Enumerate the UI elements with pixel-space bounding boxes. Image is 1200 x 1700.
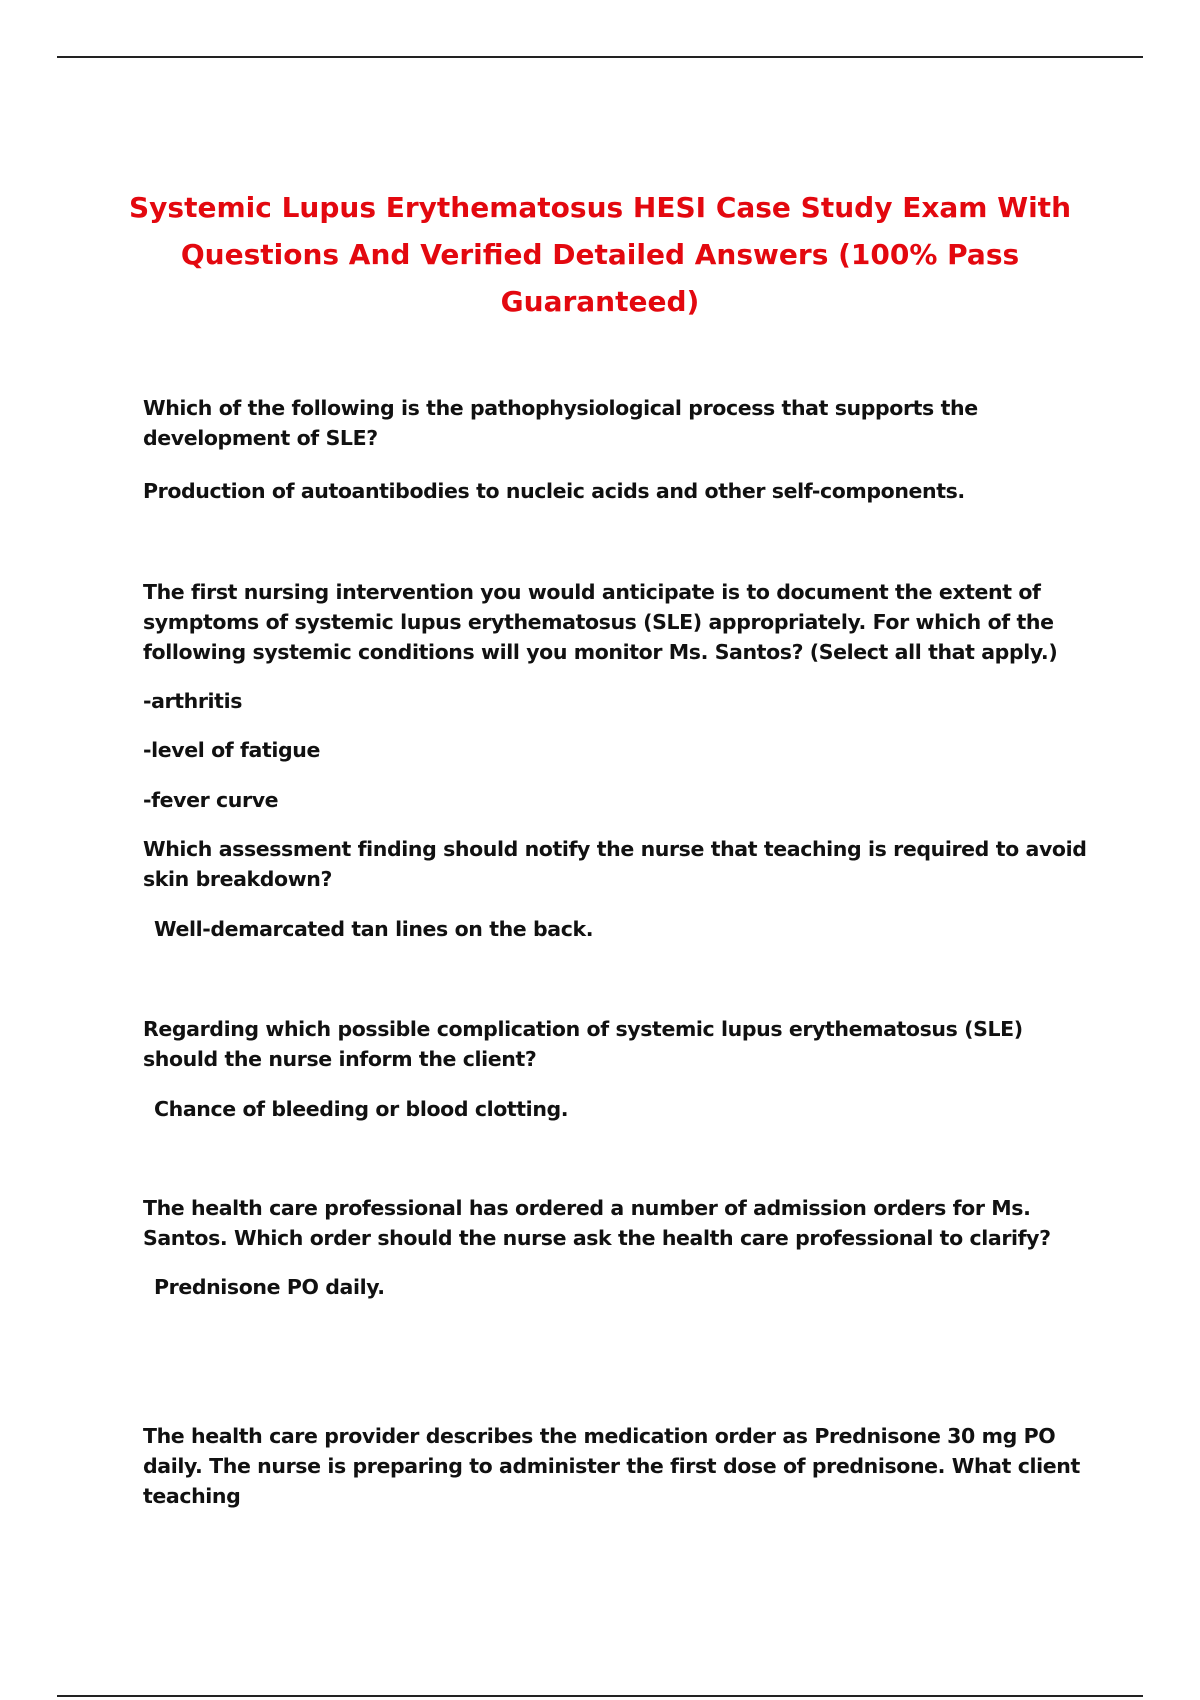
answer-5: Prednisone PO daily. <box>154 1275 385 1299</box>
answer-3: Well-demarcated tan lines on the back. <box>154 917 594 941</box>
bottom-rule <box>57 1695 1143 1697</box>
question-6: The health care provider describes the medication order as Prednisone 30 mg PO daily. The nurse is preparing to administer the first dose of prednisone. What client teaching <box>143 1424 1080 1508</box>
question-4: Regarding which possible complication of systemic lupus erythematosus (SLE) should the nurse inform the client? <box>143 1017 1023 1071</box>
answer-4: Chance of bleeding or blood clotting. <box>154 1097 569 1121</box>
question-5: The health care professional has ordered a number of admission orders for Ms. Santos. Which order should the nurse ask the health care professional to clarify? <box>143 1196 1051 1250</box>
question-2: The first nursing intervention you would anticipate is to document the extent of symptoms of systemic lupus erythematosus (SLE) appropriately. For which of the following systemic conditions will you monitor Ms. Santos? (Select all that apply.) <box>143 580 1058 664</box>
answer-2-option-1: -arthritis <box>143 689 243 713</box>
answer-2-option-2: -level of fatigue <box>143 738 320 762</box>
top-rule <box>57 56 1143 58</box>
question-1: Which of the following is the pathophysiological process that supports the development of SLE? <box>143 396 978 450</box>
question-3: Which assessment finding should notify the nurse that teaching is required to avoid skin breakdown? <box>143 837 1087 891</box>
document-title: Systemic Lupus Erythematosus HESI Case Study Exam With Questions And Verified Detailed Answers (100% Pass Guaranteed) <box>128 191 1072 318</box>
answer-2-option-3: -fever curve <box>143 788 279 812</box>
answer-1: Production of autoantibodies to nucleic acids and other self-components. <box>143 479 965 503</box>
